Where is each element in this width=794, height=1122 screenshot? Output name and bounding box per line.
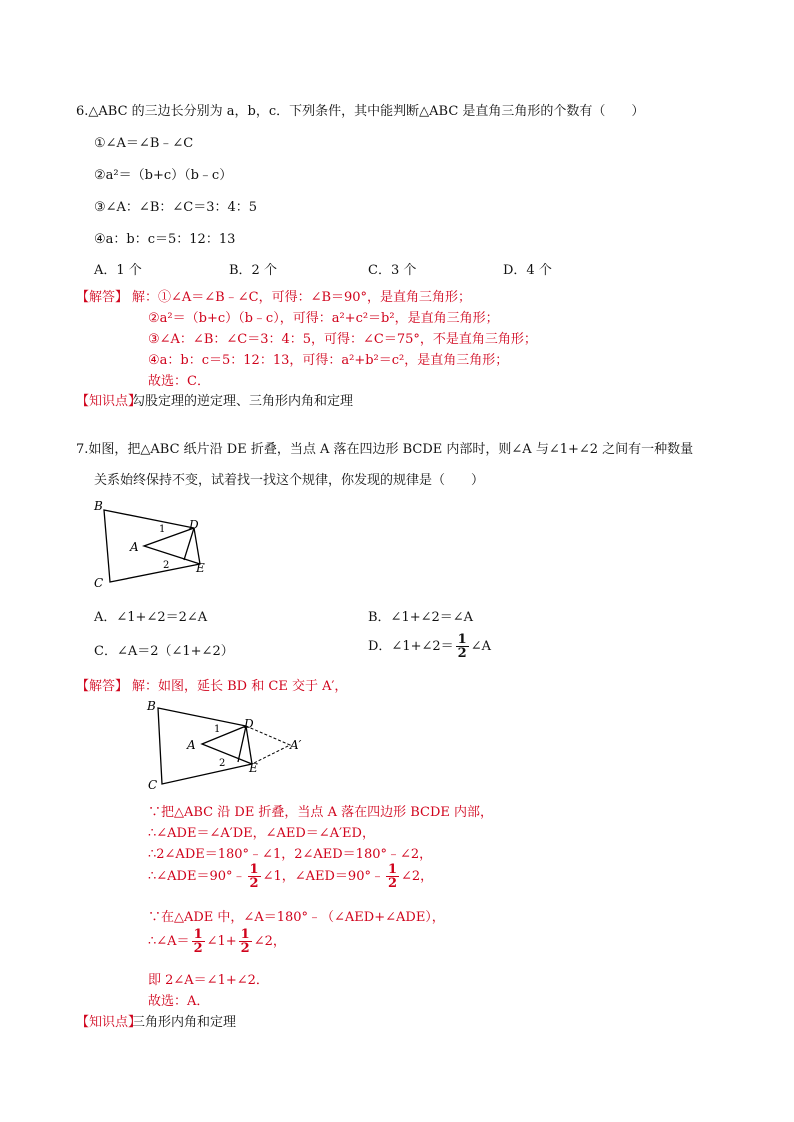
q6-stem: 6.△ABC 的三边长分别为 a，b，c．下列条件，其中能判断△ABC 是直角三角形的个数有（ ）: [76, 104, 645, 119]
q7-stem-line-1: 7.如图，把△ABC 纸片沿 DE 折叠，当点 A 落在四边形 BCDE 内部时，则∠A 与∠1+∠2 之间有一种数量: [76, 442, 694, 457]
q7-label-d: D: [189, 518, 199, 532]
q7-answer-tag: 【解答】: [76, 679, 129, 694]
q6-answer-line-2: ②a²＝（b+c）（b﹣c），可得：a²+c²＝b²，是直角三角形；: [148, 311, 499, 326]
q6-condition-2: ②a²＝（b+c）（b﹣c）: [94, 168, 233, 183]
q7-step-7: 即 2∠A＝∠1+∠2．: [148, 973, 269, 988]
q7-step-6: ∴∠A＝ $\frac{1}{2}$ ∠1+ $\frac{1}{2}$ ∠2，: [148, 927, 286, 956]
q6-option-d: D．4 个: [503, 263, 552, 278]
q6-option-a: A．1 个: [94, 263, 142, 278]
q7-angle-1: 1: [159, 524, 166, 535]
fraction-half: $\frac{1}{2}$: [193, 927, 203, 956]
fraction-half: $\frac{1}{2}$: [457, 632, 467, 661]
q7-step-5: ∵在△ADE 中，∠A＝180°﹣（∠AED+∠ADE），: [148, 910, 445, 925]
q6-condition-3: ③∠A：∠B：∠C＝3：4：5: [94, 200, 258, 215]
q7-answer-figure: [140, 696, 320, 796]
fraction-half: $\frac{1}{2}$: [249, 862, 259, 891]
q6-answer-tag: 【解答】: [76, 290, 129, 305]
fraction-half: $\frac{1}{2}$: [387, 862, 398, 891]
q7-knowledge-tag: 【知识点】: [76, 1015, 142, 1030]
q7-option-b: B．∠1+∠2＝∠A: [368, 610, 474, 625]
q7-answer-intro: 解：如图，延长 BD 和 CE 交于 A′，: [132, 679, 348, 694]
q7-angle-2: 2: [163, 560, 170, 571]
q7-figure: [88, 496, 218, 596]
q6-option-c: C．3 个: [368, 263, 417, 278]
q7-step-2: ∴∠ADE＝∠A′DE，∠AED＝∠A′ED，: [148, 826, 375, 841]
q7-ans-label-a: A: [187, 738, 196, 752]
q6-answer-line-1: 解：①∠A＝∠B﹣∠C，可得：∠B＝90°，是直角三角形；: [132, 290, 472, 305]
q7-ans-label-b: B: [147, 699, 156, 713]
q7-ans-label-e: E: [249, 761, 258, 775]
q7-ans-label-c: C: [148, 778, 158, 792]
q6-answer-line-4: ④a：b：c＝5：12：13，可得：a²+b²＝c²，是直角三角形；: [148, 353, 509, 368]
q7-option-d: D．∠1+∠2＝ $\frac{1}{2}$ ∠A: [368, 632, 491, 661]
q7-step-3: ∴2∠ADE＝180°﹣∠1，2∠AED＝180°﹣∠2，: [148, 847, 433, 862]
q7-option-a: A．∠1+∠2＝2∠A: [94, 610, 208, 625]
q7-knowledge-text: 三角形内角和定理: [132, 1015, 237, 1030]
q7-ans-label-d: D: [244, 717, 254, 731]
q7-option-c: C．∠A＝2（∠1+∠2）: [94, 644, 234, 659]
q7-label-c: C: [94, 576, 104, 590]
q7-stem-line-2: 关系始终保持不变，试着找一找这个规律，你发现的规律是（ ）: [94, 473, 485, 488]
q6-answer-line-5: 故选：C．: [148, 374, 210, 389]
q6-knowledge-tag: 【知识点】: [76, 394, 142, 409]
q6-condition-1: ①∠A＝∠B﹣∠C: [94, 136, 194, 151]
q6-option-b: B．2 个: [229, 263, 277, 278]
q7-step-8: 故选：A．: [148, 994, 210, 1009]
q7-ans-angle-1: 1: [214, 724, 221, 735]
q7-ans-label-aprime: A′: [290, 738, 302, 752]
q6-knowledge-text: 勾股定理的逆定理、三角形内角和定理: [132, 394, 354, 409]
q6-condition-4: ④a：b：c＝5：12：13: [94, 232, 236, 247]
q6-answer-line-3: ③∠A：∠B：∠C＝3：4：5，可得：∠C＝75°，不是直角三角形；: [148, 332, 537, 347]
q7-step-4: ∴∠ADE＝90°﹣ $\frac{1}{2}$ ∠1，∠AED＝90°﹣ $\frac{1}{2}$ ∠2，: [148, 862, 434, 891]
q7-label-e: E: [196, 561, 205, 575]
q7-step-1: ∵把△ABC 沿 DE 折叠，当点 A 落在四边形 BCDE 内部，: [148, 805, 494, 820]
q7-label-a: A: [130, 540, 139, 554]
fraction-half: $\frac{1}{2}$: [240, 927, 250, 956]
q7-ans-angle-2: 2: [219, 758, 226, 769]
q7-label-b: B: [94, 499, 103, 513]
